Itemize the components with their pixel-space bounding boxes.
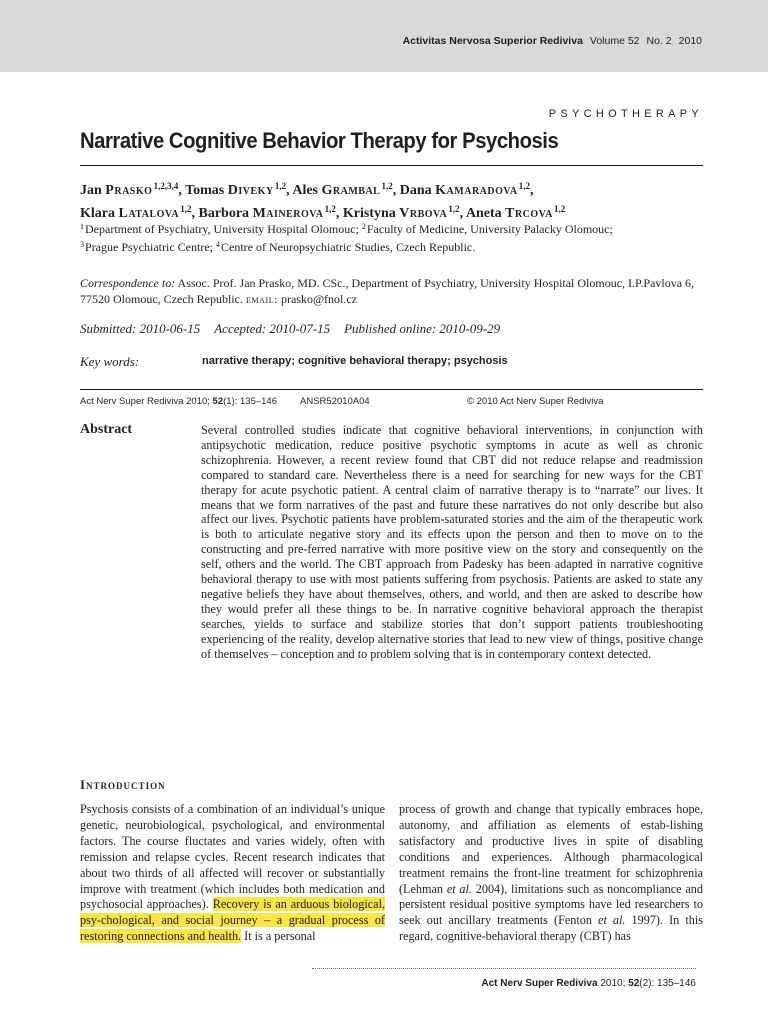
keywords-label: Key words: bbox=[80, 354, 140, 369]
introduction-heading: Introduction bbox=[80, 777, 166, 792]
author[interactable]: Barbora Mainerova $^{1,2}$ bbox=[198, 204, 336, 221]
article-code: ANSR52010A04 bbox=[300, 396, 370, 407]
section-label: PSYCHOTHERAPY bbox=[548, 108, 703, 120]
body-column-right: process of growth and change that typically embraces hope, autonomy, and affiliation as elements of estab-lishing satisfactory and productive lives in spite of disabling conditions and experiences. Although pharmacological treatment remains the front-line treatment for schizophrenia (Lehman et al. 2004), limitations such as noncompliance and persistent residual positive symptoms have led researchers to seek out ancillary treatments (Fenton et al. 1997). In this regard, cognitive-behavioral therapy (CBT) has bbox=[399, 802, 703, 944]
email-label: email: bbox=[245, 294, 278, 306]
author[interactable]: Klara Latalova $^{1,2}$ bbox=[80, 204, 192, 221]
author[interactable]: Dana Kamaradova $^{1,2}$ bbox=[399, 181, 530, 198]
affiliations: $^1$ Department of Psychiatry, University Hospital Olomouc; $^2$ Faculty of Medicine, University Palacky Olomouc; $^3$ Prague Psychiatric Centre; $^4$ Centre of Neuropsychiatric Studies, Czech Republic. bbox=[80, 222, 613, 254]
journal-name: Activitas Nervosa Superior Rediviva bbox=[402, 35, 583, 47]
journal-header bbox=[403, 35, 702, 47]
author[interactable]: Aneta Trcova $^{1,2}$ bbox=[465, 204, 566, 221]
author[interactable]: Ales Grambal $^{1,2}$ bbox=[292, 181, 393, 198]
author[interactable]: Kristyna Vrbova $^{1,2}$ bbox=[342, 204, 460, 221]
accepted-date: Accepted: 2010-07-15 bbox=[214, 321, 331, 336]
author[interactable]: Jan Prasko $^{1,2,3,4}$ bbox=[80, 181, 179, 198]
abstract-label: Abstract bbox=[80, 422, 133, 437]
copyright: © 2010 Act Nerv Super Rediviva bbox=[467, 396, 604, 407]
article-title: Narrative Cognitive Behavior Therapy for Psychosis bbox=[80, 128, 559, 153]
published-date: Published online: 2010-09-29 bbox=[344, 321, 501, 336]
submitted-date: Submitted: 2010-06-15 bbox=[80, 321, 201, 336]
abstract-text: Several controlled studies indicate that cognitive behavioral interventions, in conjunction with antipsychotic medication, reduce positive psychotic symptoms in acute as well as chronic schizophrenia. However, a recent review found that CBT did not reduce relapse and readmission compared to standard care. Nevertheless there is a need for searching for new ways for the CBT therapy for acute psychotic patient. A central claim of narrative therapy is to “narrate” our lives. It means that we form narratives of the past and future these narratives do not only describe but also affect our lives. Psychotic patients have problem-saturated stories and the aim of the therapeutic work is both to articulate negative story and its effects upon the person and then to move on to the constructing and pre-ferred narrative with more positive view on the story and consequently on the self, others and the world. The CBT approach from Padesky has been adapted in narrative cognitive behavioral therapy to use with most patients suffering from psychosis. Patients are asked to state any negative beliefs they have about themselves, others, and world, and then are asked to describe how they would prefer all these things to be. In narrative cognitive behavioral approach the therapist searches, yields to surface and stabilize stories that don’t support patients troubleshooting experiencing of the reality, develop alternative stories that lead to new view of things, positive change of themselves – conception and to problem solving that is in contemporary context detected. bbox=[201, 423, 703, 661]
citation-rule bbox=[80, 389, 703, 390]
body-column-left: Psychosis consists of a combination of an individual’s unique genetic, neurobiological, psychological, and environmental factors. The course fluctates and varies widely, often with remission and relapse cycles. Recent research indicates that about two thirds of all affected will recover or substantially improve with treatment (which includes both medication and psychosocial approaches). Recovery is an arduous biological, psy-chological, and social journey – a gradual process of restoring connections and health. It is a personal bbox=[80, 802, 386, 944]
journal-year: 2010 bbox=[678, 35, 702, 47]
keywords-value: narrative therapy; cognitive behavioral therapy; psychosis bbox=[202, 355, 508, 367]
email-link[interactable]: prasko@fnol.cz bbox=[280, 292, 357, 306]
highlighted-text[interactable]: Recovery is an arduous biological, psy-chological, and social journey – a gradual process of restoring connections and health. bbox=[80, 897, 386, 944]
correspondence-label: Correspondence to: bbox=[80, 276, 176, 290]
correspondence-text: Assoc. Prof. Jan Prasko, MD. CSc., Department of Psychiatry, University Hospital Olomouc, I.P.Pavlova 6, 77520 Olomouc, Czech Republic. bbox=[80, 276, 695, 306]
title-rule bbox=[80, 165, 703, 166]
correspondence bbox=[80, 275, 710, 308]
footer-citation: Act Nerv Super Rediviva 2010; 52(2): 135–146 bbox=[481, 978, 696, 989]
citation-line: Act Nerv Super Rediviva 2010; 52(1): 135–146 ANSR52010A04 bbox=[80, 396, 370, 407]
footer-dotted-rule bbox=[312, 968, 696, 969]
article-dates bbox=[80, 321, 514, 337]
author[interactable]: Tomas Diveky $^{1,2}$ bbox=[185, 181, 287, 198]
journal-volume: Volume 52 bbox=[589, 35, 640, 47]
journal-number: No. 2 bbox=[646, 35, 672, 47]
author-list: Jan Prasko $^{1,2,3,4}$, Tomas Diveky $^{1,2}$, Ales Grambal $^{1,2}$, Dana Kamaradova $^{1,2}$, Klara Latalova $^{1,2}$, Barbora Mainerova $^{1,2}$, Kristyna Vrbova $^{1,2}$, Aneta Trcova $^{1,2}$ bbox=[80, 181, 566, 221]
